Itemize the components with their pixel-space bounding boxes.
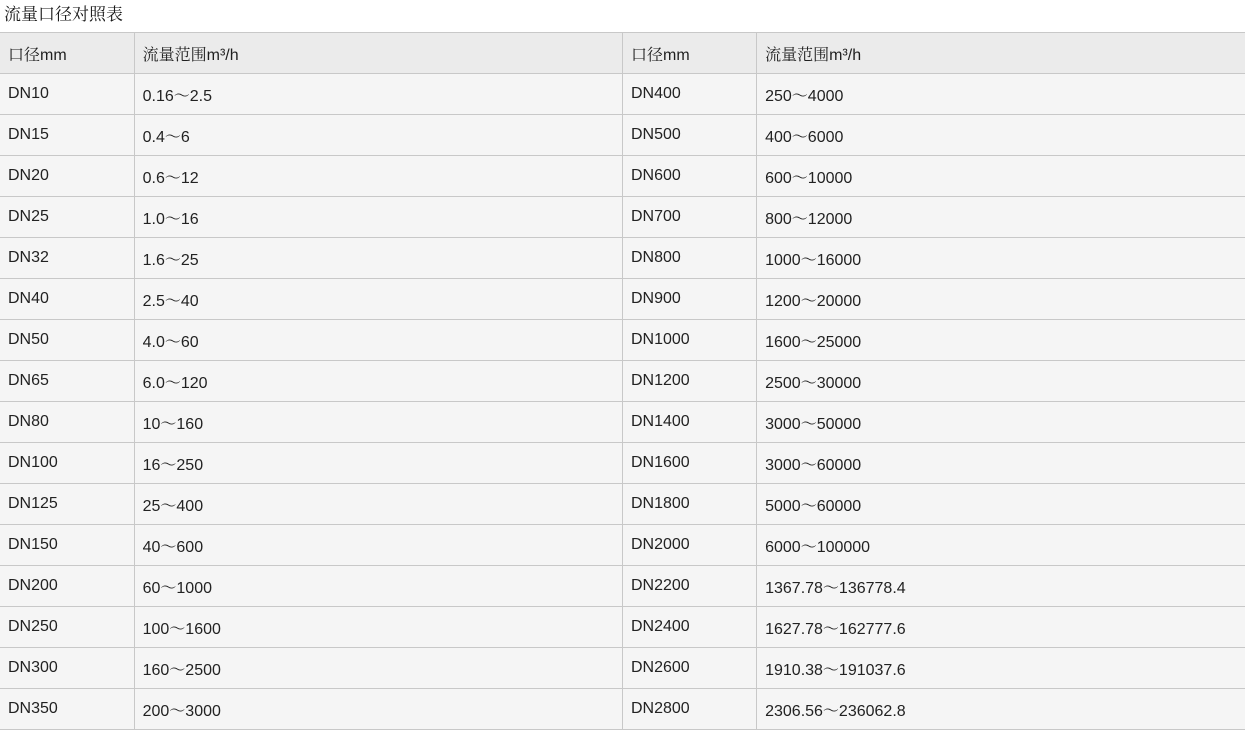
cell-flow-right: 2306.56～236062.8 (757, 689, 1245, 730)
cell-diameter-left: DN50 (0, 320, 134, 361)
table-row (0, 443, 1245, 484)
table-row (0, 566, 1245, 607)
table-row (0, 238, 1245, 279)
cell-diameter-left: DN25 (0, 197, 134, 238)
cell-diameter-left: DN125 (0, 484, 134, 525)
cell-diameter-left: DN20 (0, 156, 134, 197)
cell-flow-left: 100～1600 (134, 607, 622, 648)
cell-diameter-right: DN2200 (622, 566, 756, 607)
cell-flow-left: 0.6～12 (134, 156, 622, 197)
cell-diameter-right: DN1600 (622, 443, 756, 484)
table-row (0, 361, 1245, 402)
column-header-diameter-left: 口径mm (0, 33, 134, 74)
cell-diameter-right: DN1000 (622, 320, 756, 361)
cell-diameter-right: DN1200 (622, 361, 756, 402)
table-row (0, 525, 1245, 566)
table-row (0, 320, 1245, 361)
cell-flow-right: 5000～60000 (757, 484, 1245, 525)
table-row (0, 607, 1245, 648)
cell-diameter-right: DN2400 (622, 607, 756, 648)
cell-flow-right: 400～6000 (757, 115, 1245, 156)
cell-flow-left: 1.0～16 (134, 197, 622, 238)
table-row (0, 484, 1245, 525)
cell-flow-left: 60～1000 (134, 566, 622, 607)
cell-flow-right: 600～10000 (757, 156, 1245, 197)
table-row (0, 156, 1245, 197)
table-row (0, 689, 1245, 730)
cell-flow-right: 3000～60000 (757, 443, 1245, 484)
cell-diameter-left: DN15 (0, 115, 134, 156)
cell-flow-left: 25～400 (134, 484, 622, 525)
column-header-flow-left: 流量范围m³/h (134, 33, 622, 74)
cell-flow-left: 10～160 (134, 402, 622, 443)
cell-flow-left: 0.16～2.5 (134, 74, 622, 115)
cell-flow-right: 800～12000 (757, 197, 1245, 238)
cell-flow-left: 40～600 (134, 525, 622, 566)
cell-diameter-left: DN250 (0, 607, 134, 648)
cell-diameter-right: DN2800 (622, 689, 756, 730)
cell-diameter-right: DN500 (622, 115, 756, 156)
cell-flow-right: 2500～30000 (757, 361, 1245, 402)
cell-diameter-left: DN100 (0, 443, 134, 484)
cell-flow-right: 1627.78～162777.6 (757, 607, 1245, 648)
cell-flow-left: 0.4～6 (134, 115, 622, 156)
cell-flow-right: 1367.78～136778.4 (757, 566, 1245, 607)
cell-flow-right: 1000～16000 (757, 238, 1245, 279)
column-header-flow-right: 流量范围m³/h (757, 33, 1245, 74)
cell-diameter-left: DN150 (0, 525, 134, 566)
cell-flow-left: 2.5～40 (134, 279, 622, 320)
cell-flow-right: 1200～20000 (757, 279, 1245, 320)
column-header-diameter-right: 口径mm (622, 33, 756, 74)
cell-diameter-right: DN1800 (622, 484, 756, 525)
cell-flow-right: 3000～50000 (757, 402, 1245, 443)
cell-diameter-right: DN800 (622, 238, 756, 279)
table-row (0, 648, 1245, 689)
cell-flow-left: 6.0～120 (134, 361, 622, 402)
table-row (0, 279, 1245, 320)
table-row (0, 74, 1245, 115)
flow-diameter-table (0, 32, 1245, 730)
cell-diameter-right: DN600 (622, 156, 756, 197)
cell-diameter-right: DN2600 (622, 648, 756, 689)
cell-diameter-left: DN10 (0, 74, 134, 115)
cell-flow-left: 1.6～25 (134, 238, 622, 279)
cell-flow-right: 6000～100000 (757, 525, 1245, 566)
cell-diameter-left: DN300 (0, 648, 134, 689)
table-row (0, 402, 1245, 443)
table-row (0, 197, 1245, 238)
cell-flow-left: 16～250 (134, 443, 622, 484)
cell-flow-left: 200～3000 (134, 689, 622, 730)
cell-diameter-left: DN32 (0, 238, 134, 279)
cell-diameter-left: DN350 (0, 689, 134, 730)
cell-flow-right: 1600～25000 (757, 320, 1245, 361)
cell-flow-left: 4.0～60 (134, 320, 622, 361)
cell-diameter-left: DN200 (0, 566, 134, 607)
cell-diameter-right: DN900 (622, 279, 756, 320)
table-body (0, 74, 1245, 730)
cell-flow-left: 160～2500 (134, 648, 622, 689)
cell-flow-right: 250～4000 (757, 74, 1245, 115)
table-row (0, 115, 1245, 156)
table-header (0, 33, 1245, 74)
cell-diameter-right: DN400 (622, 74, 756, 115)
cell-diameter-right: DN1400 (622, 402, 756, 443)
cell-diameter-right: DN2000 (622, 525, 756, 566)
table-header-row (0, 33, 1245, 74)
page-title: 流量口径对照表 (4, 5, 123, 24)
cell-diameter-left: DN80 (0, 402, 134, 443)
cell-diameter-left: DN40 (0, 279, 134, 320)
cell-diameter-left: DN65 (0, 361, 134, 402)
cell-flow-right: 1910.38～191037.6 (757, 648, 1245, 689)
cell-diameter-right: DN700 (622, 197, 756, 238)
